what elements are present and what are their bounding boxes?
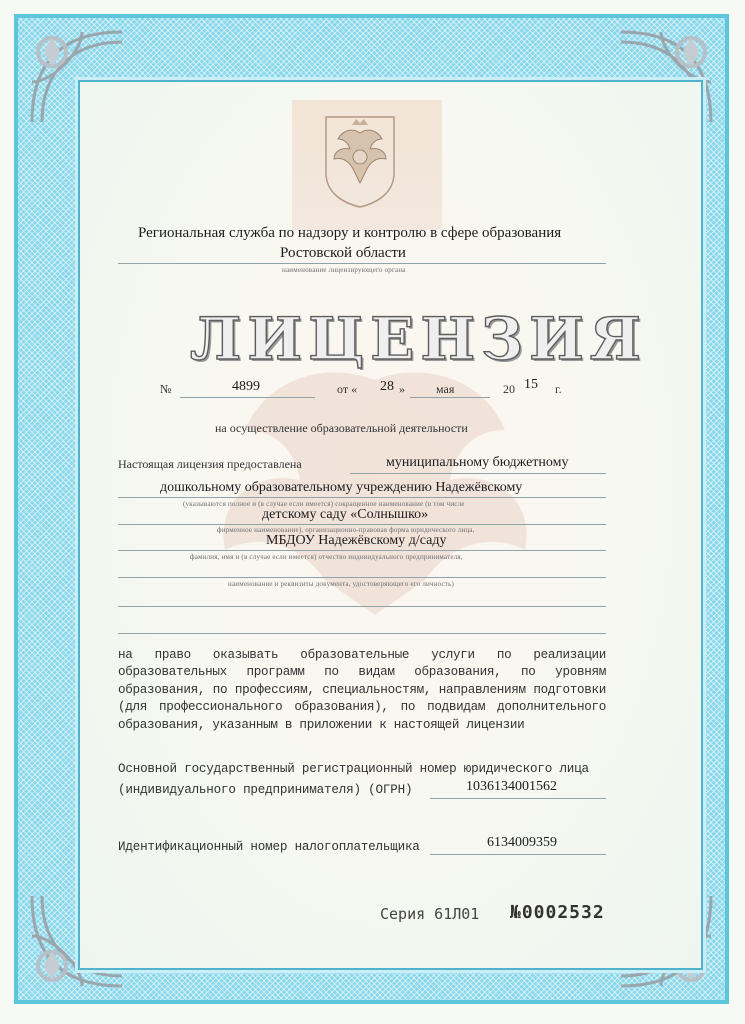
inn-label: Идентификационный номер налогоплательщика	[118, 840, 420, 854]
license-month: мая	[436, 382, 455, 396]
year-label: г.	[555, 382, 562, 396]
ogrn-value: 1036134001562	[466, 779, 557, 794]
inn-value: 6134009359	[487, 835, 557, 850]
rights-paragraph: на право оказывать образовательные услуги по реализации образовательных программ по видам образования, по уровням образования, по профессиям, специальностям, направлениям подготовки (для профессионального образования), по подвидам дополнительного образования, указанным в приложении к настоящей лицензии	[118, 648, 606, 732]
license-number: 4899	[232, 379, 260, 394]
divider	[118, 550, 606, 551]
number-label: №	[160, 382, 172, 396]
year-suffix: 15	[524, 377, 538, 392]
date-close-quote: »	[399, 382, 405, 396]
grantee-caption-2: фирменное наименование), организационно-правовая форма юридического лица,	[217, 526, 475, 534]
divider	[410, 397, 490, 398]
form-series: Серия 61Л01	[380, 905, 480, 923]
grantee-intro: Настоящая лицензия предоставлена	[118, 457, 302, 471]
year-prefix: 20	[503, 382, 515, 396]
grantee-line-3: детскому саду «Солнышко»	[262, 507, 429, 522]
grantee-line-1: муниципальному бюджетному	[386, 455, 569, 470]
divider	[118, 606, 606, 607]
divider	[430, 854, 606, 855]
divider	[118, 577, 606, 578]
ogrn-label-1: Основной государственный регистрационный номер юридического лица	[118, 762, 589, 776]
authority-line-1: Региональная служба по надзору и контролю в сфере образования	[138, 225, 562, 241]
license-day: 28	[380, 379, 394, 394]
coat-of-arms-icon	[322, 113, 398, 209]
divider	[350, 473, 606, 474]
divider	[430, 798, 606, 799]
divider	[118, 263, 606, 264]
divider	[118, 497, 606, 498]
grantee-caption-1: (указываются полное и (в случае если имеется) сокращенное наименование (в том числе	[183, 500, 465, 508]
form-number: №0002532	[510, 902, 605, 923]
divider	[180, 397, 315, 398]
document-title: ЛИЦЕНЗИЯ	[190, 305, 647, 373]
ogrn-label-2: (индивидуального предпринимателя) (ОГРН)	[118, 783, 413, 797]
grantee-line-4: МБДОУ Надежёвскому д/саду	[266, 533, 447, 548]
date-from-label: от «	[337, 382, 358, 396]
authority-line-2: Ростовской области	[280, 245, 406, 261]
authority-caption: наименование лицензирующего органа	[282, 266, 406, 274]
grantee-line-2: дошкольному образовательному учреждению Надежёвскому	[160, 480, 523, 495]
grantee-caption-4: наименование и реквизиты документа, удостоверяющего его личность)	[228, 580, 454, 588]
divider	[118, 524, 606, 525]
divider	[118, 633, 606, 634]
grantee-caption-3: фамилия, имя и (в случае если имеется) отчество индивидуального предпринимателя,	[190, 553, 463, 561]
license-purpose: на осуществление образовательной деятельности	[215, 421, 468, 435]
